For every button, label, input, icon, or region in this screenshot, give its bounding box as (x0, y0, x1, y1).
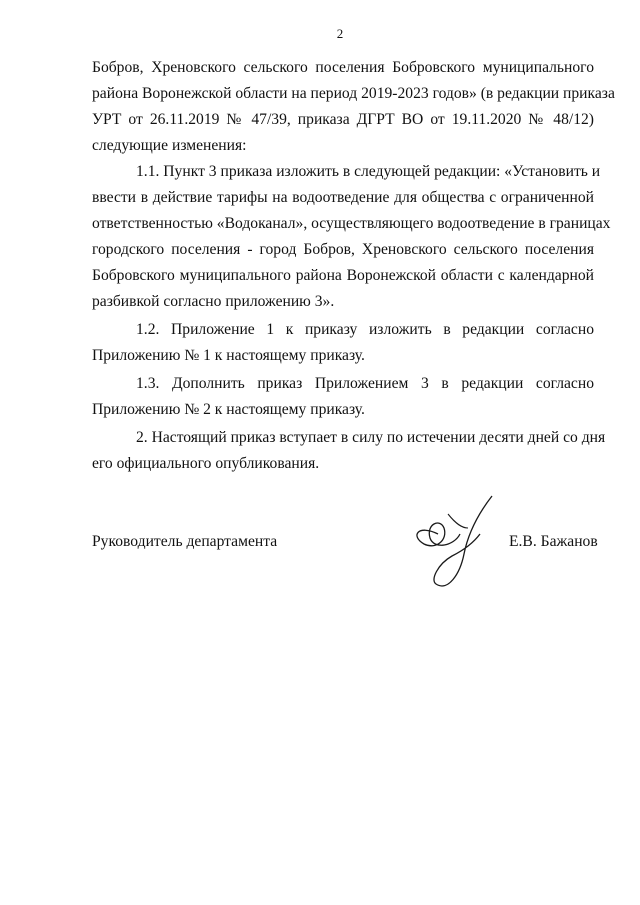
body-line: УРТ от 26.11.2019 № 47/39, приказа ДГРТ ВО от 19.11.2020 № 48/12) (92, 111, 594, 128)
paragraph-1-2-first-line: 1.2. Приложение 1 к приказу изложить в редакции согласно (136, 321, 594, 338)
body-line: разбивкой согласно приложению 3». (92, 293, 335, 310)
body-line: ответственностью «Водоканал», осуществляющего водоотведение в границах (92, 215, 611, 232)
body-line: Бобров, Хреновского сельского поселения Бобровского муниципального (92, 59, 594, 76)
body-line: ввести в действие тарифы на водоотведение для общества с ограниченной (92, 189, 594, 206)
page-number: 2 (336, 26, 344, 41)
signer-title: Руководитель департамента (92, 533, 278, 550)
body-line: Приложению № 2 к настоящему приказу. (92, 401, 365, 418)
signer-name: Е.В. Бажанов (509, 533, 598, 550)
signature-image (408, 494, 498, 594)
body-line: Бобровского муниципального района Воронежской области с календарной (92, 267, 594, 284)
body-line: района Воронежской области на период 2019-2023 годов» (в редакции приказа (92, 85, 615, 102)
paragraph-1-3-first-line: 1.3. Дополнить приказ Приложением 3 в редакции согласно (136, 375, 594, 392)
body-line: следующие изменения: (92, 137, 247, 154)
paragraph-2-first-line: 2. Настоящий приказ вступает в силу по истечении десяти дней со дня (136, 429, 606, 446)
body-line: его официального опубликования. (92, 455, 320, 472)
body-line: Приложению № 1 к настоящему приказу. (92, 347, 365, 364)
body-line: городского поселения - город Бобров, Хреновского сельского поселения (92, 241, 594, 258)
paragraph-1-1-first-line: 1.1. Пункт 3 приказа изложить в следующей редакции: «Установить и (136, 163, 601, 180)
